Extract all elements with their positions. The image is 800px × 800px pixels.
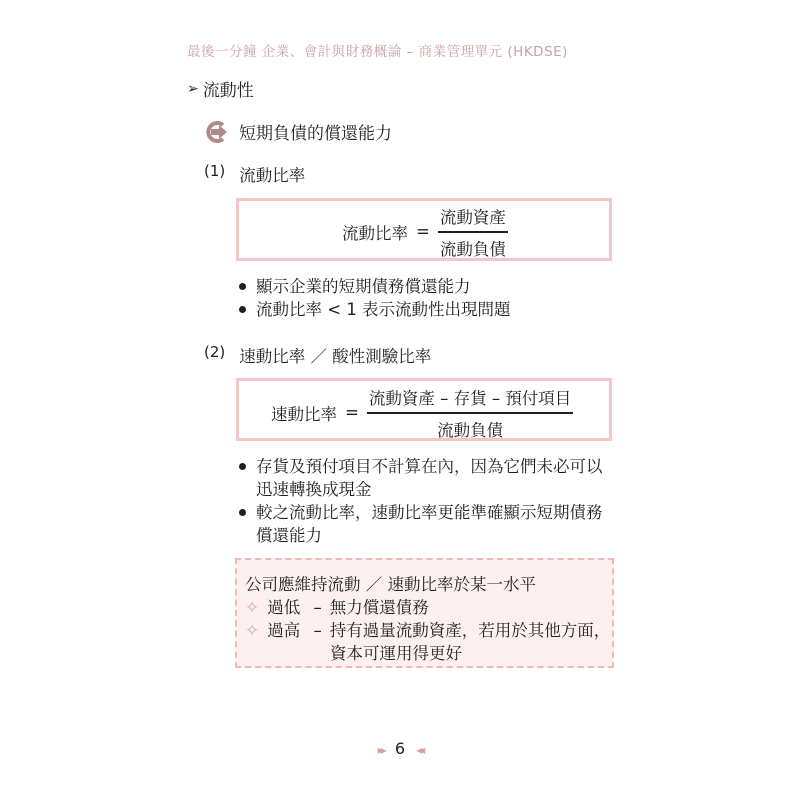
item-2-title (204, 343, 431, 367)
page-number-text: 6 (394, 739, 406, 758)
note-text: 無力償還債務 (329, 598, 429, 617)
star-icon: ✧ (245, 598, 260, 618)
note-label: 過高 (267, 621, 301, 640)
item-1-points (238, 275, 511, 321)
item-title-text: 速動比率 ／ 酸性測驗比率 (239, 347, 432, 366)
fraction-numerator: 流動資產 – 存貨 – 預付項目 (368, 389, 572, 408)
fraction (438, 204, 508, 260)
note-dash: – (313, 598, 322, 617)
item-2-points (238, 455, 618, 547)
running-header: 最後一分鐘 企業、會計與財務概論 – 商業管理單元 (HKDSE) (187, 44, 568, 60)
item-title-text: 流動比率 (239, 166, 306, 185)
note-label: 過低 (267, 598, 301, 617)
note-dash: – (313, 621, 322, 640)
formula-equals: = (416, 222, 430, 242)
circle-arrow-icon (205, 121, 229, 143)
section-title (187, 76, 254, 101)
list-item: 較之流動比率，速動比率更能準確顯示短期債務償還能力 (238, 501, 618, 547)
section-title-text: 流動性 (202, 81, 254, 101)
item-1-title (204, 162, 305, 186)
list-item: 存貨及預付項目不計算在內，因為它們未必可以迅速轉換成現金 (238, 455, 618, 501)
formula-lhs: 速動比率 (271, 404, 337, 424)
list-item: 流動比率 < 1 表示流動性出現問題 (238, 298, 511, 321)
backward-marks-icon: ◂◂ (416, 743, 423, 757)
subhead (205, 119, 392, 144)
fraction-denominator: 流動負債 (439, 239, 506, 259)
star-icon: ✧ (245, 621, 260, 641)
fraction-denominator: 流動負債 (437, 420, 504, 440)
note-row-high (245, 617, 610, 641)
note-row-high-continued: 資本可運用得更好 (330, 644, 462, 663)
note-row-low (245, 594, 429, 618)
formula-quick-ratio (271, 385, 573, 441)
formula-current-ratio (342, 204, 508, 260)
subhead-text: 短期負債的償還能力 (239, 124, 392, 144)
note-text: 持有過量流動資產，若用於其他方面， (329, 621, 611, 640)
fraction (367, 385, 573, 441)
item-number: (2) (204, 343, 226, 361)
forward-marks-icon: ▸▸ (377, 743, 384, 757)
list-item: 顯示企業的短期債務償還能力 (238, 275, 511, 298)
item-number: (1) (204, 162, 226, 180)
formula-lhs: 流動比率 (342, 223, 408, 243)
note-title: 公司應維持流動 ／ 速動比率於某一水平 (245, 575, 536, 594)
fraction-numerator: 流動資產 (439, 208, 506, 227)
formula-equals: = (345, 403, 359, 423)
page-number (0, 739, 800, 758)
arrow-bullet-icon: ➢ (187, 80, 199, 97)
